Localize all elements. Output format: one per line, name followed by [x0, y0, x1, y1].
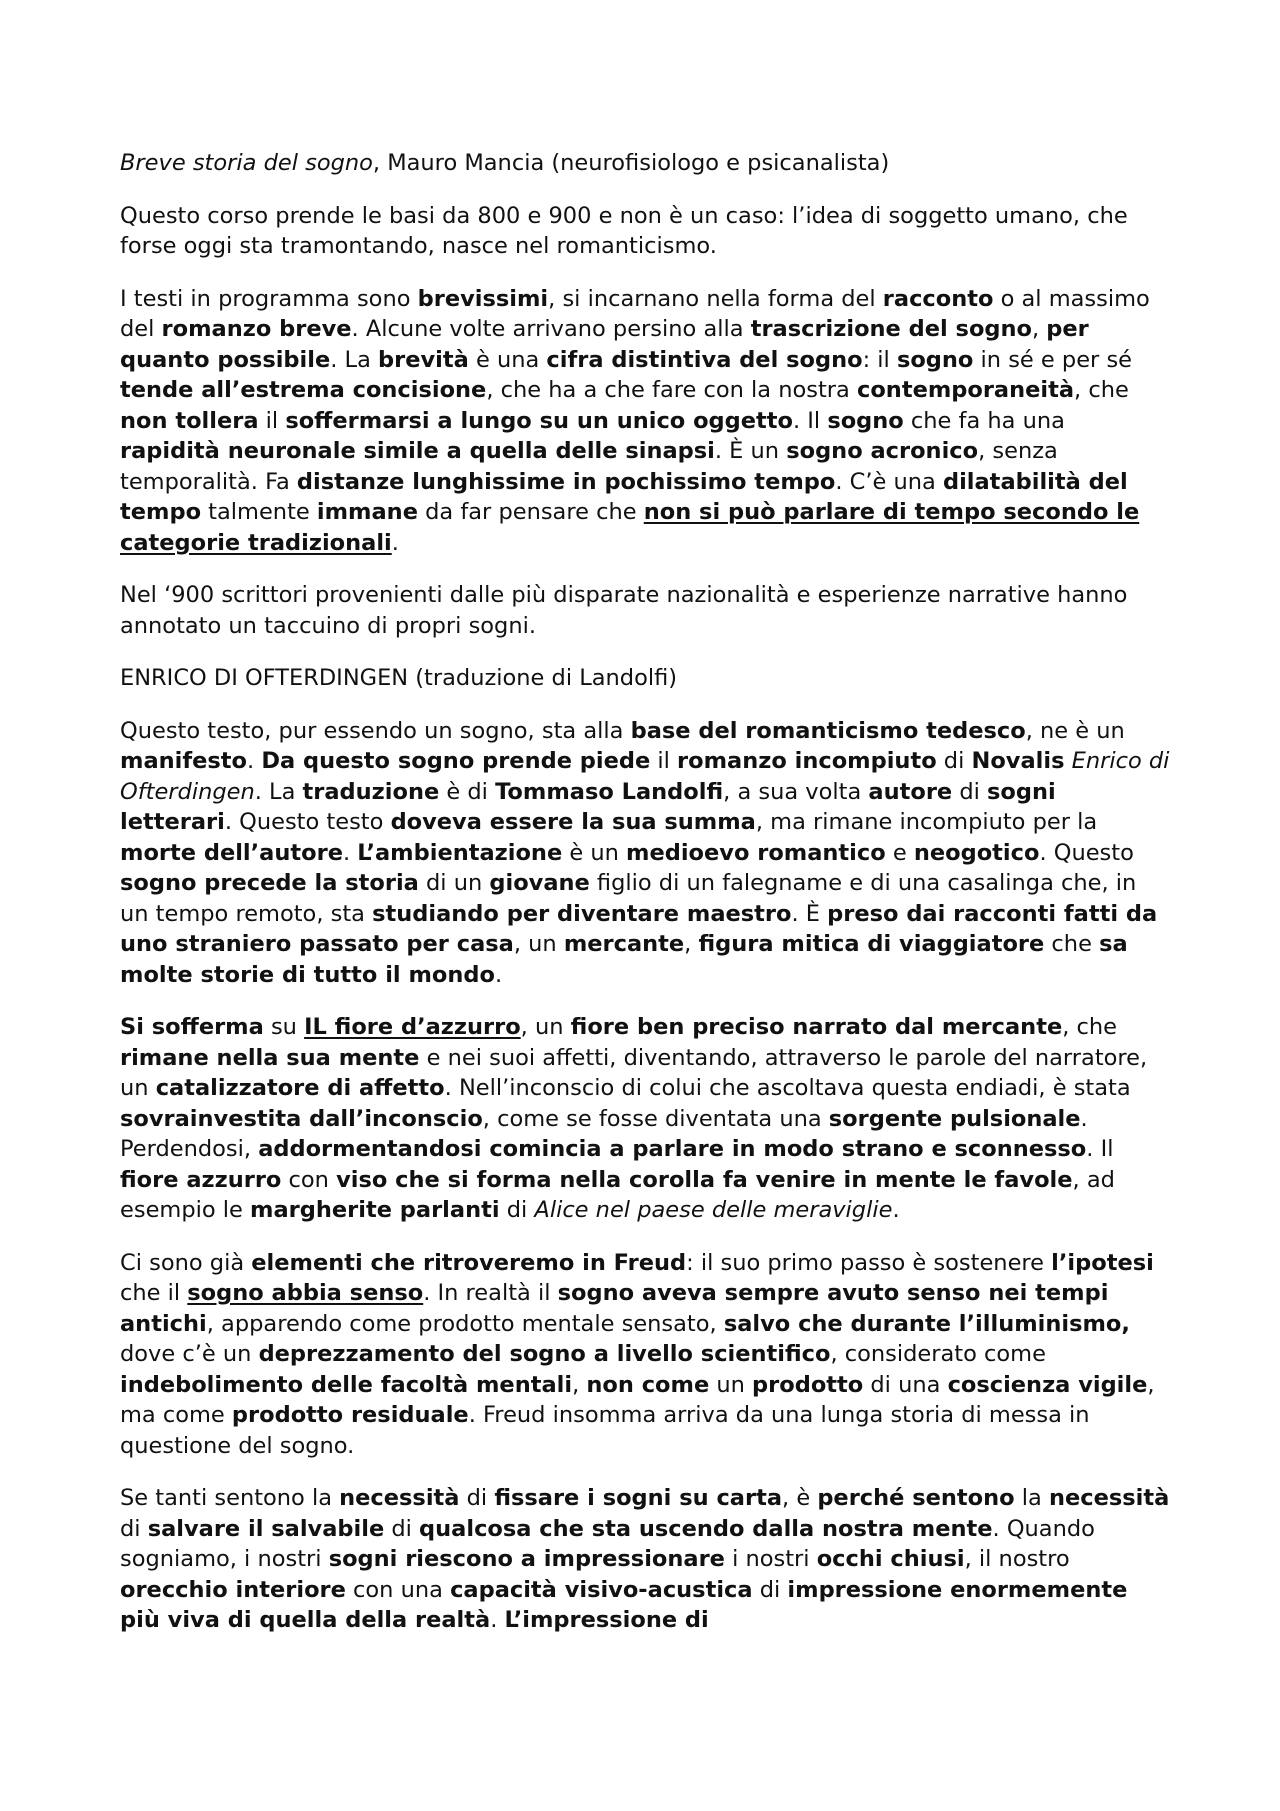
- text-run: . Nell’inconscio di colui che ascoltava questa endiadi, è stata: [444, 1075, 1131, 1101]
- emphasized-text: fissare i sogni su carta: [494, 1485, 783, 1511]
- text-run: di: [752, 1576, 788, 1603]
- text-run: . Alcune volte arrivano persino alla: [351, 316, 751, 342]
- emphasized-text: neogotico: [913, 839, 1040, 866]
- text-run: di: [459, 1485, 495, 1511]
- text-run: su: [263, 1014, 305, 1040]
- emphasized-text: dilatabilità del tempo: [120, 468, 1128, 525]
- text-run: , il nostro: [964, 1546, 1070, 1572]
- emphasized-text: fiore ben preciso narrato dal mercante: [570, 1014, 1063, 1040]
- emphasized-text: brevità: [378, 346, 469, 373]
- emphasized-text: soffermarsi a lungo su un unico oggetto: [285, 407, 793, 434]
- emphasized-text: manifesto: [120, 748, 248, 774]
- emphasized-text: viso che si forma nella corolla fa venire in mente le favole: [336, 1166, 1073, 1193]
- paragraph-ofterdingen: [120, 716, 1170, 991]
- emphasized-text: orecchio interiore: [120, 1576, 346, 1603]
- paragraph-freud: [120, 1248, 1170, 1462]
- text-run: figlio di un falegname e di una casalinga che, in un tempo remoto, sta: [120, 870, 1137, 927]
- text-run: che: [1044, 931, 1100, 957]
- paragraph-course-intro: [120, 201, 1170, 262]
- emphasized-text: sogno aveva sempre avuto senso nei tempi antichi: [120, 1280, 1109, 1337]
- text-run: , un: [513, 931, 564, 957]
- text-run: in sé e per sé: [973, 346, 1133, 373]
- emphasized-text: doveva essere la sua summa: [390, 809, 756, 835]
- text-run: : il: [862, 346, 897, 373]
- text-run: dove c’è un: [120, 1341, 259, 1367]
- emphasized-text: sogno acronico: [786, 438, 979, 464]
- emphasized-text: per quanto possibile: [120, 316, 1089, 373]
- text-run: è di: [439, 778, 496, 805]
- text-run: talmente: [201, 499, 317, 525]
- emphasized-text: sorgente pulsionale: [828, 1105, 1081, 1132]
- text-run: . È un: [714, 438, 787, 464]
- document-page: [120, 148, 1170, 1658]
- text-run: , ne è un: [1025, 717, 1125, 744]
- emphasized-text: contemporaneità: [857, 377, 1075, 403]
- text-run: . La: [330, 346, 379, 373]
- text-run: : il suo primo passo è sostenere: [686, 1249, 1052, 1276]
- emphasized-text: margherite parlanti: [250, 1197, 500, 1223]
- text-run: Questo corso prende le basi da 800 e 900 e non è un caso: l’idea di soggetto umano, che forse oggi sta tramontando, nasce nel romanticismo.: [120, 202, 1128, 259]
- emphasized-text: romanzo breve: [161, 316, 352, 342]
- text-run: , senza temporalità. Fa: [120, 438, 1058, 495]
- emphasized-text: cifra distintiva del sogno: [546, 346, 863, 373]
- text-run: . Questo testo: [224, 809, 391, 835]
- emphasized-text: prodotto residuale: [231, 1402, 469, 1428]
- emphasized-text: autore: [868, 778, 953, 805]
- emphasized-text: base del romanticismo tedesco: [630, 717, 1026, 744]
- emphasized-text: romanzo incompiuto: [677, 748, 937, 774]
- text-run: . La: [254, 778, 303, 805]
- text-run: , un: [520, 1014, 571, 1040]
- text-run: e: [885, 839, 914, 866]
- emphasized-text: medioevo romantico: [626, 839, 886, 866]
- emphasized-text: sogno: [827, 407, 904, 434]
- emphasized-text: Breve storia del sogno: [120, 150, 373, 176]
- text-run: di: [936, 748, 972, 774]
- emphasized-text: addormentandosi comincia a parlare in modo strano e sconnesso: [258, 1136, 1087, 1162]
- paragraph-source-citation: [120, 148, 1170, 179]
- text-run: [1064, 748, 1071, 774]
- emphasized-text: non come: [586, 1371, 710, 1398]
- text-run: .: [247, 748, 262, 774]
- emphasized-text: figura mitica di viaggiatore: [698, 931, 1045, 957]
- text-run: è una: [468, 346, 547, 373]
- emphasized-text: necessità: [1048, 1485, 1170, 1511]
- text-run: . Perdendosi,: [120, 1105, 1088, 1162]
- text-run: , apparendo come prodotto mentale sensato,: [206, 1310, 724, 1337]
- emphasized-text: necessità: [339, 1485, 460, 1511]
- emphasized-text: deprezzamento del sogno a livello scientifico: [258, 1341, 831, 1367]
- text-run: .: [391, 529, 399, 556]
- emphasized-text: mercante: [563, 931, 685, 957]
- text-run: di: [120, 1515, 148, 1542]
- emphasized-text: rapidità neuronale simile a quella delle sinapsi: [120, 438, 715, 464]
- text-run: e nei suoi affetti, diventando, attraverso le parole del narratore, un: [120, 1044, 1148, 1101]
- emphasized-text: indebolimento delle facoltà mentali: [120, 1371, 573, 1398]
- emphasized-text: trascrizione del sogno: [750, 316, 1032, 342]
- text-run: , è: [782, 1485, 818, 1511]
- text-run: , Mauro Mancia (neurofisiologo e psicanalista): [372, 150, 890, 176]
- text-run: il: [650, 748, 678, 774]
- emphasized-text: Si sofferma: [120, 1014, 264, 1040]
- text-run: è un: [562, 839, 627, 866]
- text-run: Se tanti sentono la: [120, 1485, 340, 1511]
- text-run: Ci sono già: [120, 1249, 252, 1276]
- emphasized-text: distanze lunghissime in pochissimo tempo: [296, 468, 836, 495]
- text-run: . In realtà il: [423, 1280, 558, 1306]
- text-run: , considerato come: [830, 1341, 1046, 1367]
- text-run: , ma come: [120, 1371, 1155, 1428]
- text-run: . È: [791, 900, 828, 927]
- text-run: di: [499, 1197, 535, 1223]
- emphasized-text: L’impressione di: [504, 1607, 709, 1633]
- text-run: Nel ‘900 scrittori provenienti dalle più disparate nazionalità e esperienze narrative hanno annotato un taccuino di propri sogni.: [120, 582, 1128, 639]
- emphasized-text: traduzione: [302, 778, 440, 805]
- paragraph-brevity-of-dream: [120, 284, 1170, 559]
- emphasized-text: non si può parlare di tempo secondo le categorie tradizionali: [120, 499, 1140, 556]
- emphasized-text: prodotto: [752, 1371, 864, 1398]
- emphasized-text: sovrainvestita dall’inconscio: [120, 1105, 483, 1132]
- text-run: un: [709, 1371, 753, 1398]
- text-run: di un: [418, 870, 490, 896]
- text-run: di una: [863, 1371, 948, 1398]
- text-run: ,: [572, 1371, 587, 1398]
- text-run: , si incarnano nella forma del: [548, 285, 883, 312]
- emphasized-text: catalizzatore di affetto: [155, 1075, 445, 1101]
- emphasized-text: giovane: [489, 870, 590, 896]
- text-run: che il: [120, 1280, 188, 1306]
- text-run: ,: [1031, 316, 1047, 342]
- emphasized-text: fiore azzurro: [120, 1166, 282, 1193]
- text-run: . Il: [1086, 1136, 1114, 1162]
- text-run: , ad esempio le: [120, 1166, 1115, 1223]
- emphasized-text: coscienza vigile: [947, 1371, 1148, 1398]
- emphasized-text: immane: [316, 499, 418, 525]
- text-run: , a sua volta: [723, 778, 869, 805]
- text-run: o al massimo del: [120, 285, 1150, 342]
- text-run: il: [258, 407, 286, 434]
- emphasized-text: Enrico di Ofterdingen: [120, 748, 1170, 805]
- text-run: .: [494, 961, 503, 988]
- emphasized-text: brevissimi: [417, 285, 549, 312]
- emphasized-text: l’ipotesi: [1051, 1249, 1154, 1276]
- text-run: la: [1014, 1485, 1049, 1511]
- text-run: . Freud insomma arriva da una lunga storia di messa in questione del sogno.: [120, 1402, 1090, 1459]
- emphasized-text: occhi chiusi: [816, 1546, 965, 1572]
- emphasized-text: salvare il salvabile: [147, 1515, 385, 1542]
- emphasized-text: sogni riescono a impressionare: [328, 1546, 725, 1572]
- text-run: di: [952, 778, 988, 805]
- emphasized-text: Tommaso Landolfi: [495, 778, 724, 805]
- emphasized-text: sogno: [896, 346, 974, 373]
- text-run: . Il: [792, 407, 828, 434]
- text-run: i nostri: [724, 1546, 817, 1572]
- text-run: ENRICO DI OFTERDINGEN (traduzione di Landolfi): [120, 665, 678, 691]
- emphasized-text: qualcosa che sta uscendo dalla nostra mente: [419, 1515, 993, 1542]
- emphasized-text: sogno abbia senso: [187, 1280, 424, 1306]
- text-run: , che: [1062, 1014, 1117, 1040]
- text-run: con: [281, 1166, 337, 1193]
- text-run: . Questo: [1039, 839, 1134, 866]
- emphasized-text: sogni letterari: [120, 778, 1056, 835]
- text-run: da far pensare che: [417, 499, 644, 525]
- emphasized-text: IL fiore d’azzurro: [304, 1014, 521, 1040]
- emphasized-text: salvo che durante l’illuminismo,: [723, 1310, 1130, 1337]
- emphasized-text: elementi che ritroveremo in Freud: [251, 1249, 687, 1276]
- text-run: . Quando sogniamo, i nostri: [120, 1515, 1095, 1572]
- emphasized-text: Alice nel paese delle meraviglie: [534, 1197, 893, 1223]
- text-run: .: [490, 1607, 505, 1633]
- text-run: ,: [684, 931, 699, 957]
- text-run: , ma rimane incompiuto per la: [755, 809, 1098, 835]
- emphasized-text: racconto: [882, 285, 994, 312]
- paragraph-blue-flower: [120, 1012, 1170, 1226]
- emphasized-text: non tollera: [120, 407, 259, 434]
- text-run: .: [342, 839, 358, 866]
- emphasized-text: impressione enormemente più viva di quella della realtà: [120, 1576, 1128, 1633]
- text-run: che fa ha una: [903, 407, 1065, 434]
- text-run: Questo testo, pur essendo un sogno, sta alla: [120, 717, 631, 744]
- text-run: , che: [1074, 377, 1129, 403]
- emphasized-text: Novalis: [971, 748, 1065, 774]
- text-run: .: [892, 1197, 900, 1223]
- emphasized-text: sa molte storie di tutto il mondo: [120, 931, 1128, 988]
- text-run: I testi in programma sono: [120, 285, 418, 312]
- text-run: . C’è una: [835, 468, 943, 495]
- emphasized-text: preso dai racconti fatti da uno straniero passato per casa: [120, 900, 1158, 957]
- paragraph-dream-notebooks: [120, 580, 1170, 641]
- text-run: di: [384, 1515, 420, 1542]
- text-run: con una: [345, 1576, 451, 1603]
- text-run: , come se fosse diventata una: [482, 1105, 829, 1132]
- emphasized-text: studiando per diventare maestro: [372, 900, 792, 927]
- section-heading-ofterdingen: [120, 663, 1170, 694]
- emphasized-text: perché sentono: [817, 1485, 1015, 1511]
- emphasized-text: rimane nella sua mente: [120, 1044, 420, 1071]
- paragraph-writing-dreams: [120, 1483, 1170, 1636]
- emphasized-text: capacità visivo-acustica: [450, 1576, 753, 1603]
- emphasized-text: morte dell’autore: [120, 839, 343, 866]
- text-run: , che ha a che fare con la nostra: [486, 377, 857, 403]
- emphasized-text: sogno precede la storia: [120, 870, 419, 896]
- emphasized-text: L’ambientazione: [357, 839, 563, 866]
- emphasized-text: tende all’estrema concisione: [120, 377, 487, 403]
- emphasized-text: Da questo sogno prende piede: [261, 748, 651, 774]
